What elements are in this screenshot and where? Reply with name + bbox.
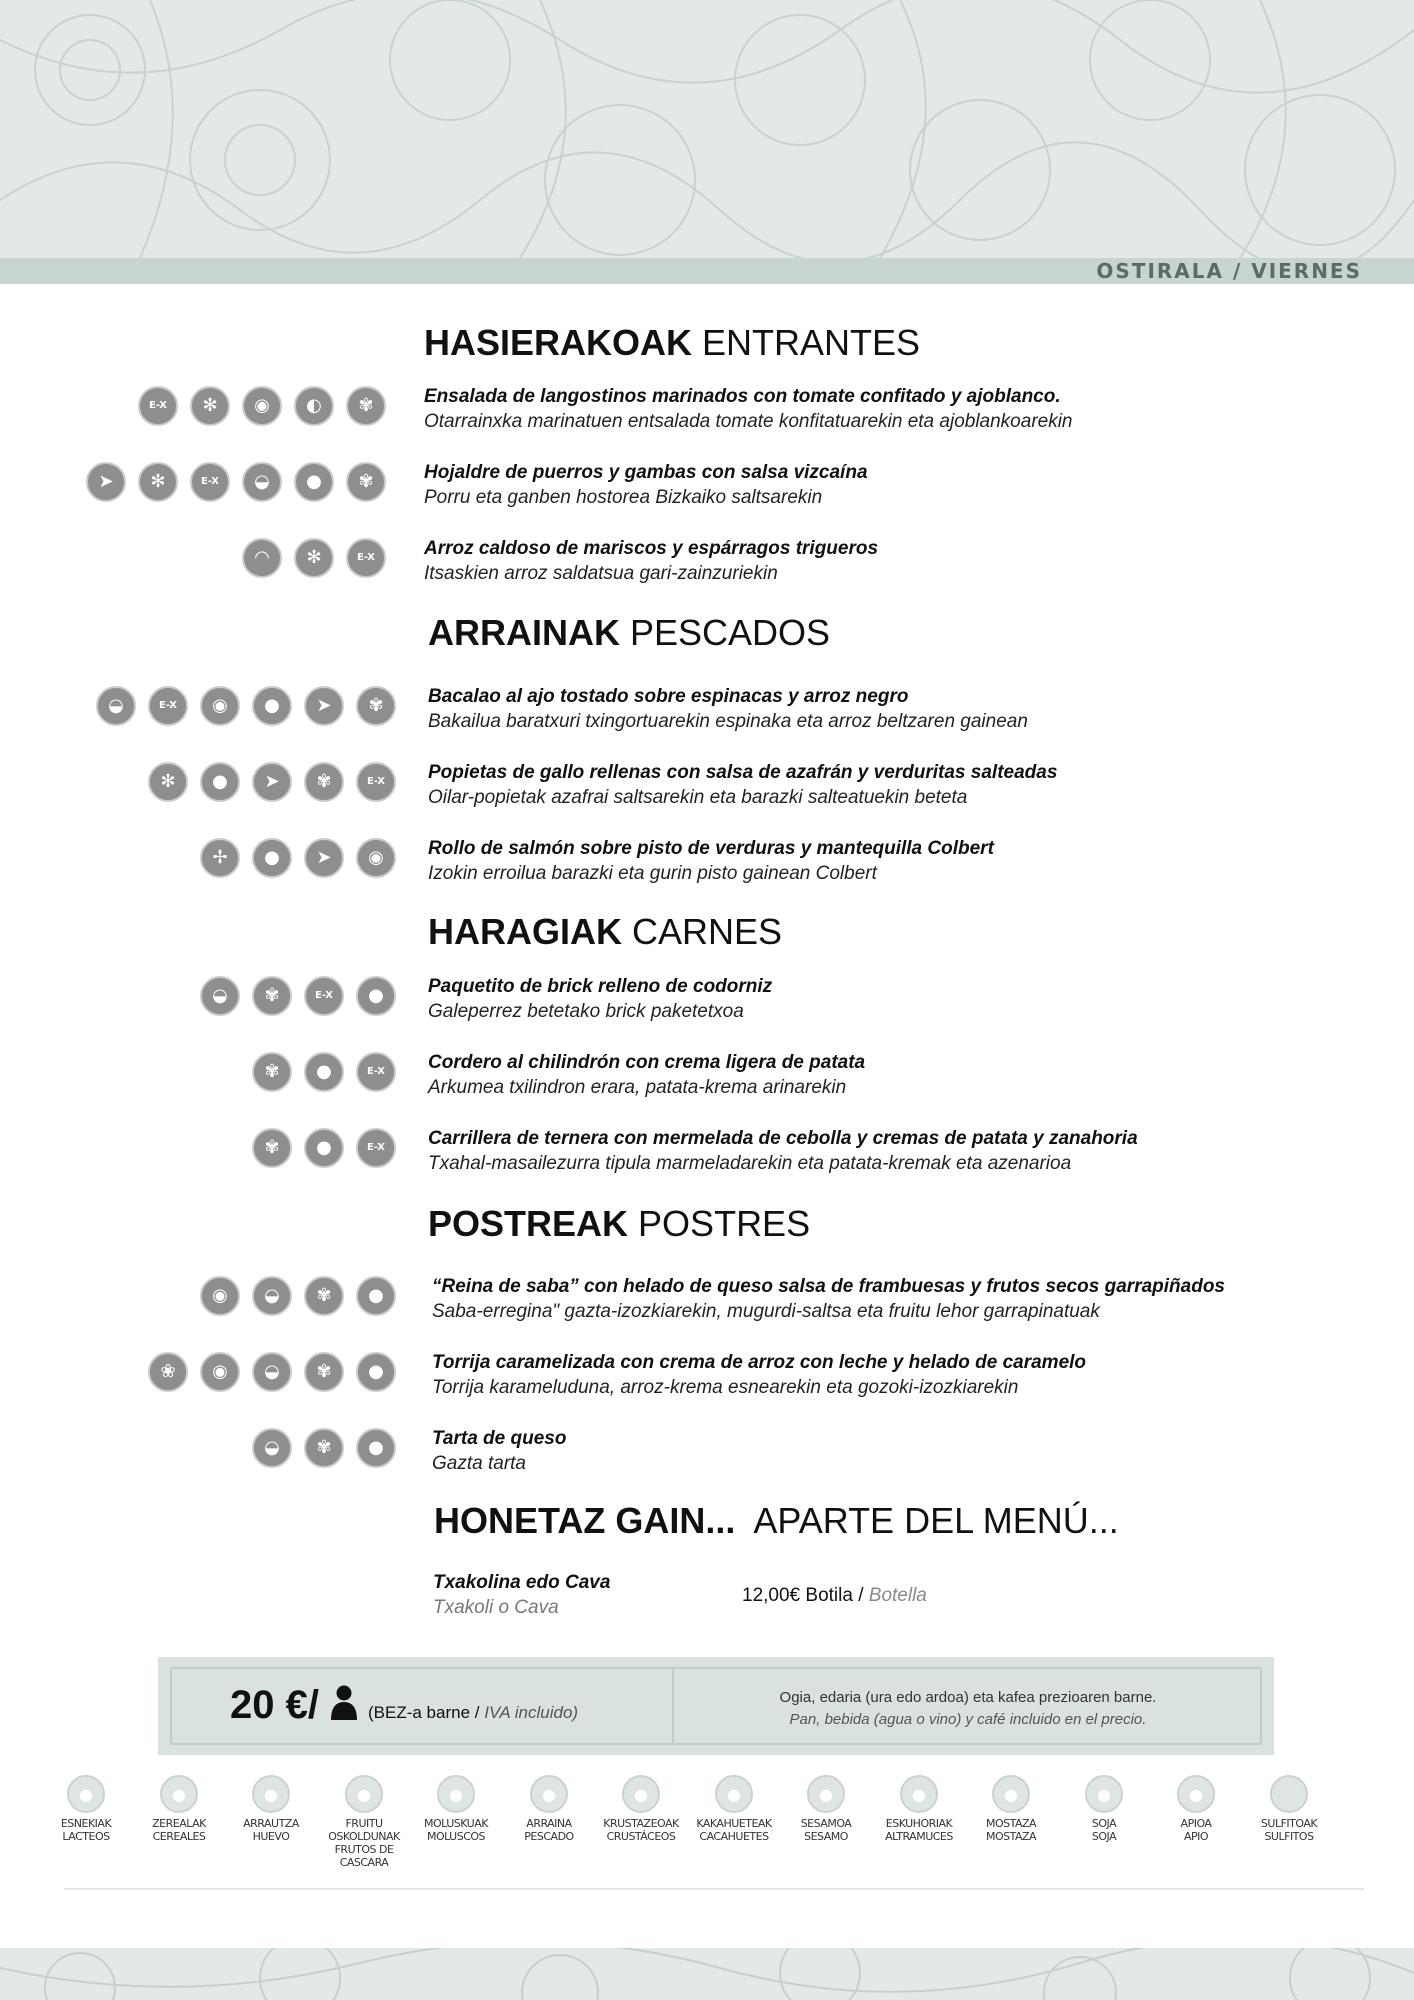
- fish-icon: ➤: [304, 838, 344, 878]
- mustard-icon: ◐: [294, 386, 334, 426]
- dish-name-eu: Gazta tarta: [432, 1453, 526, 1474]
- section-title-es: CARNES: [632, 911, 783, 952]
- legend-label-es: APIO: [1183, 1830, 1209, 1843]
- extra-item-eu: Txakolina edo Cava: [433, 1572, 611, 1593]
- dish-allergens: [246, 1052, 402, 1096]
- legend-label-eu: ESNEKIAK: [60, 1817, 112, 1830]
- dairy-icon: ●: [252, 838, 292, 878]
- legend-item: [44, 1775, 128, 1843]
- dairy-icon: ●: [356, 976, 396, 1016]
- dish-name-eu: Oilar-popietak azafrai saltsarekin eta barazki salteatuekin beteta: [428, 787, 968, 808]
- crustaceans-icon: ●: [622, 1775, 660, 1813]
- egg-icon: ◒: [252, 1352, 292, 1392]
- person-icon: [330, 1685, 358, 1726]
- included-note-es: Pan, bebida (agua o vino) y café incluido en el precio.: [789, 1711, 1147, 1728]
- legend-label-es: SULFITOS: [1264, 1830, 1314, 1843]
- dish: [428, 1050, 865, 1100]
- legend-label-es: CACAHUETES: [699, 1830, 769, 1843]
- dairy-icon: ●: [200, 762, 240, 802]
- peanuts-icon: ❀: [148, 1352, 188, 1392]
- dish: [428, 1126, 1138, 1176]
- sesame-icon: ●: [807, 1775, 845, 1813]
- legend-label-es: HUEVO: [252, 1830, 290, 1843]
- included-note-eu: Ogia, edaria (ura edo ardoa) eta kafea prezioaren barne.: [779, 1689, 1157, 1706]
- legend-item: [692, 1775, 776, 1843]
- dairy-icon: ●: [304, 1052, 344, 1092]
- section-title-es: PESCADOS: [630, 612, 831, 653]
- dish-allergens: [236, 538, 392, 582]
- legend-label-es: CEREALES: [152, 1830, 206, 1843]
- dish-name-eu: Galeperrez betetako brick paketetxoa: [428, 1001, 744, 1022]
- dish: [428, 684, 1028, 734]
- extra-item: [433, 1570, 610, 1620]
- egg-icon: ◒: [242, 462, 282, 502]
- dish: [432, 1426, 566, 1476]
- dish: [428, 760, 1057, 810]
- dish-name-eu: Arkumea txilindron erara, patata-krema arinarekin: [428, 1077, 847, 1098]
- crustaceans-icon: ✻: [294, 538, 334, 578]
- dish-allergens: [132, 386, 392, 430]
- egg-icon: ◒: [200, 976, 240, 1016]
- dish-name-eu: Porru eta ganben hostorea Bizkaiko saltsarekin: [424, 487, 823, 508]
- dish-name-eu: Otarrainxka marinatuen entsalada tomate konfitatuarekin eta ajoblankoarekin: [424, 411, 1073, 432]
- dish-name-es: “Reina de saba” con helado de queso salsa de frambuesas y frutos secos garrapiñados: [432, 1276, 1225, 1297]
- egg-icon: ◒: [252, 1276, 292, 1316]
- legend-label-es: PESCADO: [524, 1830, 574, 1843]
- legend-label-eu: MOLUSKUAK: [424, 1817, 488, 1830]
- section-title-eu: HASIERAKOAK: [424, 322, 693, 363]
- legend-label-es: LACTEOS: [62, 1830, 110, 1843]
- section-title-es: ENTRANTES: [702, 322, 921, 363]
- legend-label-eu: FRUITU OSKOLDUNAK: [328, 1817, 400, 1843]
- section-title: [424, 322, 920, 364]
- legend-divider: [64, 1888, 1364, 1890]
- celery-icon: ✢: [200, 838, 240, 878]
- crustaceans-icon: ✻: [138, 462, 178, 502]
- extra-price: [742, 1585, 927, 1607]
- dairy-icon: ●: [252, 686, 292, 726]
- molluscs-icon: ●: [437, 1775, 475, 1813]
- legend-item: [137, 1775, 221, 1843]
- vat-note: [368, 1703, 578, 1723]
- section-title-eu: HARAGIAK: [428, 911, 622, 952]
- cereals-icon: ✾: [252, 1128, 292, 1168]
- day-label: OSTIRALA / VIERNES: [1096, 259, 1362, 283]
- dish-name-es: Cordero al chilindrón con crema ligera de patata: [428, 1052, 866, 1073]
- dish-allergens: [80, 462, 392, 506]
- legend-label-es: MOSTAZA: [985, 1830, 1037, 1843]
- dairy-icon: ●: [356, 1352, 396, 1392]
- dish-name-es: Torrija caramelizada con crema de arroz con leche y helado de caramelo: [432, 1352, 1087, 1373]
- legend-item: [784, 1775, 868, 1843]
- lupin-icon: ●: [900, 1775, 938, 1813]
- legend-label-eu: KRUSTAZEOAK: [603, 1817, 679, 1830]
- sulfites-icon: E-X: [356, 1128, 396, 1168]
- nuts-icon: ●: [345, 1775, 383, 1813]
- legend-item: [1062, 1775, 1146, 1843]
- legend-label-es: CRUSTÁCEOS: [606, 1830, 676, 1843]
- dish-allergens: [142, 1352, 402, 1396]
- legend-label-eu: ZEREALAK: [152, 1817, 206, 1830]
- molluscs-icon: ◠: [242, 538, 282, 578]
- legend-item: [599, 1775, 683, 1843]
- legend-item: [969, 1775, 1053, 1843]
- legend-label-eu: ESKUHORIAK: [885, 1817, 953, 1830]
- price-box-frame: [170, 1667, 1262, 1745]
- legend-label-eu: ARRAINA: [526, 1817, 572, 1830]
- legend-label-es: SESAMO: [804, 1830, 848, 1843]
- dish-name-es: Paquetito de brick relleno de codorniz: [428, 976, 773, 997]
- legend-label-eu: MOSTAZA: [985, 1817, 1037, 1830]
- section-title: [428, 911, 782, 953]
- dish-name-eu: Txahal-masailezurra tipula marmeladarekin eta patata-kremak eta azenarioa: [428, 1153, 1072, 1174]
- section-title-eu: POSTREAK: [428, 1203, 629, 1244]
- dish-name-es: Popietas de gallo rellenas con salsa de azafrán y verduritas salteadas: [428, 762, 1058, 783]
- dish: [424, 536, 878, 586]
- dish-name-es: Bacalao al ajo tostado sobre espinacas y arroz negro: [428, 686, 909, 707]
- legend-label-eu: ARRAUTZA: [243, 1817, 299, 1830]
- legend-item: [229, 1775, 313, 1843]
- sulfites-icon: E-X: [148, 686, 188, 726]
- dish-name-es: Hojaldre de puerros y gambas con salsa vizcaína: [424, 462, 868, 483]
- legend-label-eu: SOJA: [1091, 1817, 1117, 1830]
- dairy-icon: ●: [356, 1276, 396, 1316]
- legend-item: [877, 1775, 961, 1843]
- dish: [424, 460, 868, 510]
- legend-item: [1247, 1775, 1331, 1843]
- extra-title-eu: HONETAZ GAIN...: [434, 1500, 736, 1541]
- sulfites-icon: E-X: [346, 538, 386, 578]
- extra-item-es: Txakoli o Cava: [433, 1597, 559, 1618]
- crustaceans-icon: ✻: [190, 386, 230, 426]
- nuts-icon: ◉: [242, 386, 282, 426]
- soy-icon: ●: [1085, 1775, 1123, 1813]
- sulfites-icon: E-X: [190, 462, 230, 502]
- nuts-icon: ◉: [200, 1276, 240, 1316]
- dish-name-eu: Saba-erregina" gazta-izozkiarekin, mugurdi-saltsa eta fruitu lehor garrapinatuak: [432, 1301, 1100, 1322]
- sulfites-icon: [1270, 1775, 1308, 1813]
- dish-allergens: [194, 838, 402, 882]
- nuts-icon: ◉: [200, 686, 240, 726]
- dish-name-eu: Izokin erroilua barazki eta gurin pisto gainean Colbert: [428, 863, 877, 884]
- cereals-icon: ✾: [252, 1052, 292, 1092]
- legend-label-eu: SESAMOA: [800, 1817, 852, 1830]
- legend-label-es: FRUTOS DE CASCARA: [334, 1843, 394, 1869]
- top-floral-banner: [0, 0, 1414, 258]
- nuts-icon: ◉: [356, 838, 396, 878]
- cereals-icon: ✾: [346, 386, 386, 426]
- dish-allergens: [246, 1428, 402, 1472]
- celery-icon: ●: [1177, 1775, 1215, 1813]
- egg-icon: ◒: [252, 1428, 292, 1468]
- extra-section-title: [434, 1500, 1119, 1542]
- bottom-floral-banner: [0, 1948, 1414, 2000]
- nuts-icon: ◉: [200, 1352, 240, 1392]
- section-title-es: POSTRES: [638, 1203, 811, 1244]
- cereals-icon: ✾: [346, 462, 386, 502]
- crustaceans-icon: ✻: [148, 762, 188, 802]
- cereals-icon: ✾: [356, 686, 396, 726]
- dish: [432, 1350, 1086, 1400]
- cereals-icon: ✾: [304, 1428, 344, 1468]
- dairy-icon: ●: [294, 462, 334, 502]
- fish-icon: ➤: [86, 462, 126, 502]
- dish-name-eu: Torrija karameluduna, arroz-krema esnearekin eta gozoki-izozkiarekin: [432, 1377, 1019, 1398]
- sulfites-icon: E-X: [356, 1052, 396, 1092]
- section-title: [428, 1203, 810, 1245]
- legend-label-es: SOJA: [1091, 1830, 1117, 1843]
- dish-name-es: Ensalada de langostinos marinados con tomate confitado y ajoblanco.: [424, 386, 1061, 407]
- extra-price-unit: Botella: [868, 1585, 927, 1606]
- dairy-icon: ●: [356, 1428, 396, 1468]
- legend-label-eu: SULFITOAK: [1260, 1817, 1318, 1830]
- dish-name-es: Carrillera de ternera con mermelada de cebolla y cremas de patata y zanahoria: [428, 1128, 1138, 1149]
- dish: [424, 384, 1073, 434]
- legend-item: [1154, 1775, 1238, 1843]
- extra-price-value: 12,00€ Botila /: [742, 1585, 869, 1606]
- legend-label-eu: APIOA: [1180, 1817, 1212, 1830]
- section-title: [428, 612, 830, 654]
- price-box: [158, 1657, 1274, 1755]
- dish-name-es: Arroz caldoso de mariscos y espárragos trigueros: [424, 538, 879, 559]
- dairy-icon: ●: [67, 1775, 105, 1813]
- fish-icon: ➤: [252, 762, 292, 802]
- mustard-icon: ●: [992, 1775, 1030, 1813]
- dish-allergens: [246, 1128, 402, 1172]
- sulfites-icon: E-X: [356, 762, 396, 802]
- dish-allergens: [194, 1276, 402, 1320]
- cereals-icon: ✾: [304, 1276, 344, 1316]
- cereals-icon: ✾: [304, 762, 344, 802]
- vat-note-es: IVA incluido): [484, 1703, 579, 1722]
- dish: [428, 974, 772, 1024]
- included-note: [674, 1687, 1262, 1731]
- dish: [428, 836, 994, 886]
- dish-allergens: [90, 686, 402, 730]
- legend-item: [414, 1775, 498, 1843]
- dish-allergens: [142, 762, 402, 806]
- fish-icon: ●: [530, 1775, 568, 1813]
- vat-note-eu: (BEZ-a barne /: [368, 1703, 485, 1722]
- dish-name-es: Rollo de salmón sobre pisto de verduras y mantequilla Colbert: [428, 838, 994, 859]
- legend-label-eu: KAKAHUETEAK: [696, 1817, 772, 1830]
- dish: [432, 1274, 1225, 1324]
- egg-icon: ◒: [96, 686, 136, 726]
- dish-allergens: [194, 976, 402, 1020]
- dish-name-es: Tarta de queso: [432, 1428, 567, 1449]
- sulfites-icon: E-X: [138, 386, 178, 426]
- sulfites-icon: E-X: [304, 976, 344, 1016]
- peanuts-icon: ●: [715, 1775, 753, 1813]
- legend-label-es: MOLUSCOS: [426, 1830, 486, 1843]
- legend-item: [507, 1775, 591, 1843]
- legend-label-es: ALTRAMUCES: [885, 1830, 953, 1843]
- extra-title-es: APARTE DEL MENÚ...: [753, 1500, 1119, 1541]
- dairy-icon: ●: [304, 1128, 344, 1168]
- egg-icon: ●: [252, 1775, 290, 1813]
- cereals-icon: ✾: [304, 1352, 344, 1392]
- cereals-icon: ✾: [252, 976, 292, 1016]
- fish-icon: ➤: [304, 686, 344, 726]
- menu-price: 20 €/: [230, 1683, 319, 1727]
- section-title-eu: ARRAINAK: [428, 612, 620, 653]
- legend-item: [322, 1775, 406, 1869]
- dish-name-eu: Itsaskien arroz saldatsua gari-zainzuriekin: [424, 563, 778, 584]
- dish-name-eu: Bakailua baratxuri txingortuarekin espinaka eta arroz beltzaren gainean: [428, 711, 1028, 732]
- cereals-icon: ●: [160, 1775, 198, 1813]
